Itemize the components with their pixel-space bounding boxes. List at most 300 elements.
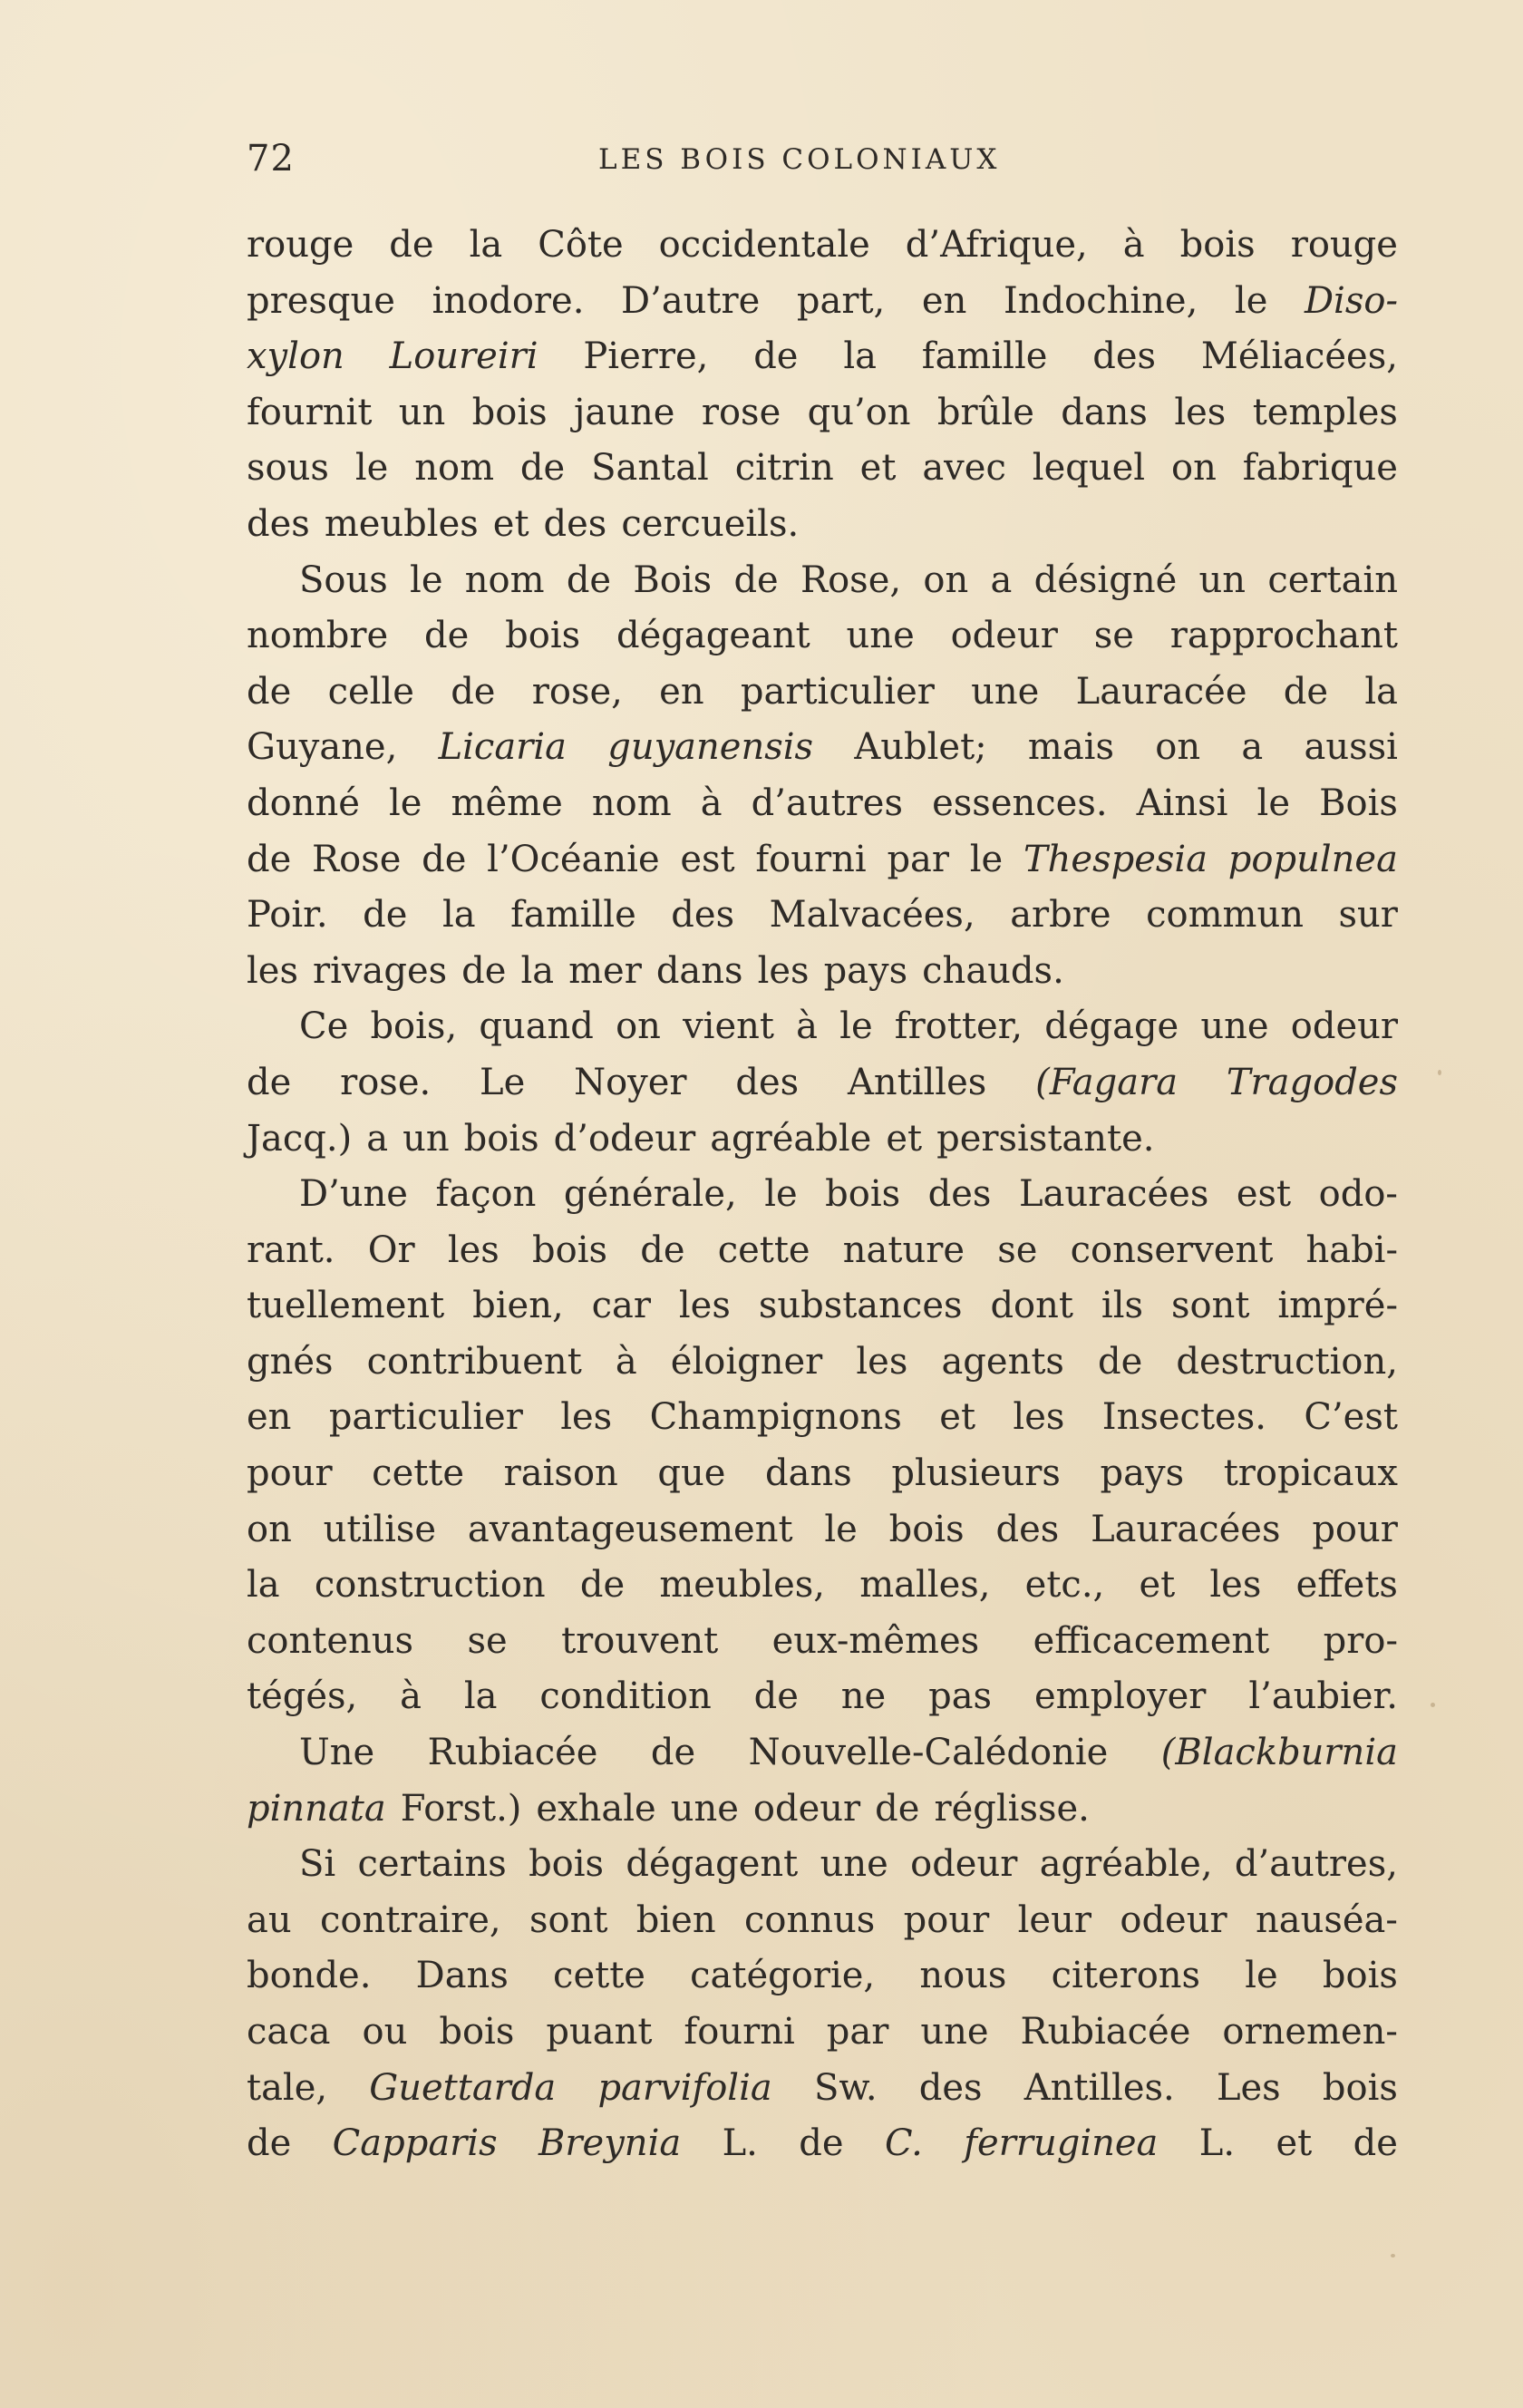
text-line	[247, 1335, 1398, 1391]
word: (Fagara	[1035, 1061, 1179, 1103]
word: bien	[635, 1898, 716, 1941]
word: Côte	[538, 224, 624, 266]
word: des	[995, 1508, 1060, 1550]
word: de	[753, 1675, 799, 1718]
text-line	[247, 1055, 1398, 1112]
text-line	[247, 1948, 1398, 2005]
word: tale,	[247, 2066, 328, 2109]
word: pays	[1100, 1452, 1185, 1495]
word: plusieurs	[891, 1452, 1061, 1495]
word: d’Afrique,	[905, 224, 1088, 266]
word: de	[519, 447, 566, 490]
word: et	[859, 447, 897, 490]
word: odeur	[752, 1787, 861, 1830]
word: famille	[921, 335, 1048, 378]
word: bois	[529, 1843, 605, 1886]
word: trouvent	[561, 1619, 719, 1662]
word: en	[921, 279, 967, 322]
word: nous	[919, 1955, 1007, 1997]
text-line	[247, 776, 1398, 832]
text-line	[247, 218, 1398, 274]
word: de	[875, 1787, 920, 1830]
word: par	[826, 2011, 889, 2053]
word: la	[843, 335, 877, 378]
text-line	[247, 720, 1398, 776]
word: ne	[840, 1675, 887, 1718]
word: Bois	[633, 558, 713, 601]
word: Antilles.	[1023, 2066, 1175, 2109]
text-line	[247, 441, 1398, 497]
word: raison	[503, 1452, 618, 1495]
word: odeur	[1120, 1898, 1227, 1941]
text-line	[247, 1614, 1398, 1670]
word: citerons	[1051, 1955, 1201, 1997]
word: Sw.	[813, 2066, 878, 2109]
word: citrin	[734, 447, 834, 490]
word: même	[451, 782, 563, 824]
word: bois	[1322, 2066, 1398, 2109]
word: rouge	[1290, 224, 1398, 266]
word: un	[1198, 558, 1247, 601]
word: Indochine,	[1003, 279, 1198, 322]
word: le	[410, 558, 443, 601]
word: la	[520, 949, 555, 992]
word: connus	[744, 1898, 876, 1941]
word: avec	[922, 447, 1006, 490]
word: xylon	[247, 335, 344, 378]
running-title: LES BOIS COLONIAUX	[598, 143, 1001, 176]
paper-speck	[1431, 1703, 1435, 1707]
text-line	[247, 944, 1398, 1000]
word: nauséa-	[1255, 1898, 1398, 1941]
word: les	[856, 1340, 908, 1383]
word: on	[923, 558, 969, 601]
word: sous	[247, 447, 329, 490]
word: de	[733, 558, 779, 601]
word: ils	[1101, 1285, 1144, 1327]
word: de	[461, 949, 507, 992]
word: rapprochant	[1169, 615, 1398, 657]
word: Si	[299, 1843, 336, 1886]
word: de	[1283, 670, 1329, 713]
word: Champignons	[649, 1396, 902, 1439]
word: avantageusement	[467, 1508, 793, 1550]
word: rouge	[247, 224, 354, 266]
word: particulier	[740, 670, 935, 713]
word: à	[700, 782, 723, 824]
word: une	[846, 615, 915, 657]
paper-speck	[1391, 2254, 1395, 2258]
word: lequel	[1032, 447, 1146, 490]
word: bois	[825, 1173, 901, 1216]
word: contribuent	[366, 1340, 582, 1383]
word: pour	[903, 1898, 990, 1941]
word: pays	[823, 949, 908, 992]
word: tégés,	[247, 1675, 358, 1718]
word: bois	[1322, 1955, 1398, 1997]
word: guyanensis	[607, 726, 814, 769]
word: en	[659, 670, 704, 713]
word: Malvacées,	[769, 894, 975, 937]
word: de	[389, 224, 434, 266]
word: construction	[314, 1564, 546, 1607]
word: Une	[299, 1732, 375, 1774]
word: d’odeur	[553, 1117, 696, 1160]
word: Or	[367, 1228, 415, 1271]
word: en	[247, 1396, 292, 1439]
text-line	[247, 274, 1398, 330]
word: façon	[435, 1173, 537, 1216]
text-line	[247, 1782, 1398, 1838]
text-line	[247, 1558, 1398, 1614]
word: a	[1241, 726, 1264, 769]
word: de	[247, 670, 292, 713]
word: cette	[372, 1452, 465, 1495]
word: on	[616, 1005, 661, 1048]
word: condition	[539, 1675, 712, 1718]
word: dans	[765, 1452, 852, 1495]
word: un	[398, 391, 446, 433]
word: tropicaux	[1223, 1452, 1398, 1495]
word: donné	[247, 782, 360, 824]
word: et	[1276, 2122, 1313, 2165]
text-line	[247, 2061, 1398, 2117]
word: on	[1171, 447, 1217, 490]
word: Guettarda	[369, 2066, 557, 2109]
word: fournit	[247, 391, 373, 433]
word: par	[887, 838, 950, 880]
word: certains	[357, 1843, 507, 1886]
word: le	[764, 1173, 798, 1216]
word: des	[735, 1061, 800, 1103]
paper-speck	[1438, 1070, 1441, 1075]
word: bois	[439, 2011, 515, 2053]
word: eux-mêmes	[771, 1619, 980, 1662]
word: exhale	[536, 1787, 656, 1830]
word: le	[839, 1005, 873, 1048]
word: bonde.	[247, 1955, 372, 1997]
word: Rubiacée	[427, 1732, 598, 1774]
word: de	[247, 1061, 292, 1103]
word: pas	[928, 1675, 993, 1718]
word: bois	[463, 1117, 539, 1160]
word: pro-	[1323, 1619, 1398, 1662]
word: Thespesia	[1023, 838, 1208, 880]
word: le	[1245, 1955, 1278, 1997]
word: malles,	[859, 1564, 991, 1607]
word: Lauracée	[1075, 670, 1247, 713]
word: utilise	[323, 1508, 437, 1550]
word: part,	[796, 279, 886, 322]
word: des	[918, 2066, 983, 2109]
word: les	[678, 1285, 731, 1327]
word: meubles,	[659, 1564, 826, 1607]
word: des	[543, 502, 607, 545]
word: qu’on	[807, 391, 911, 433]
word: est	[1236, 1173, 1292, 1216]
word: substances	[758, 1285, 963, 1327]
word: à	[796, 1005, 818, 1048]
word: on	[1155, 726, 1201, 769]
word: de	[424, 615, 470, 657]
word: catégorie,	[690, 1955, 876, 1997]
word: cette	[717, 1228, 810, 1271]
word: inodore.	[432, 279, 585, 322]
text-line	[247, 553, 1398, 609]
text-line	[247, 888, 1398, 944]
word: de	[753, 335, 799, 378]
word: agréable,	[1039, 1843, 1213, 1886]
word: Loureiri	[389, 335, 538, 378]
text-line	[247, 1112, 1398, 1168]
word: Dans	[415, 1955, 509, 1997]
word: Capparis	[332, 2122, 498, 2165]
word: presque	[247, 279, 395, 322]
text-line	[247, 2005, 1398, 2061]
word: Tragodes	[1226, 1061, 1398, 1103]
word: le	[354, 447, 389, 490]
word: impré-	[1277, 1285, 1398, 1327]
word: à	[400, 1675, 422, 1718]
word: odo-	[1318, 1173, 1398, 1216]
word: Breynia	[538, 2122, 682, 2165]
word: Ainsi	[1136, 782, 1228, 824]
word: une	[1200, 1005, 1269, 1048]
text-line	[247, 1278, 1398, 1335]
word: particulier	[328, 1396, 523, 1439]
body-text	[247, 218, 1398, 2172]
word: sont	[529, 1898, 608, 1941]
word: C’est	[1304, 1396, 1398, 1439]
word: bois	[888, 1508, 965, 1550]
word: gnés	[247, 1340, 334, 1383]
word: destruction,	[1176, 1340, 1398, 1383]
word: Rose	[312, 838, 402, 880]
word: mer	[568, 949, 642, 992]
word: le	[388, 782, 422, 824]
word: effets	[1295, 1564, 1398, 1607]
word: nom	[414, 447, 494, 490]
word: la	[463, 1675, 498, 1718]
word: Santal	[591, 447, 709, 490]
word: tuellement	[247, 1285, 445, 1327]
word: Poir.	[247, 894, 328, 937]
word: une	[920, 2011, 989, 2053]
text-line	[247, 1167, 1398, 1223]
word: caca	[247, 2011, 331, 2053]
word: contraire,	[319, 1898, 501, 1941]
word: cercueils.	[621, 502, 800, 545]
word: une	[971, 670, 1040, 713]
word: les	[757, 949, 810, 992]
word: habi-	[1305, 1228, 1398, 1271]
word: et	[886, 1117, 923, 1160]
word: efficacement	[1033, 1619, 1270, 1662]
word: des	[247, 502, 310, 545]
paper-speck	[348, 1579, 352, 1583]
word: odeur	[910, 1843, 1018, 1886]
word: pinnata	[247, 1787, 386, 1830]
word: agréable	[710, 1117, 872, 1160]
word: aussi	[1304, 726, 1398, 769]
word: nom	[591, 782, 672, 824]
word: employer	[1033, 1675, 1207, 1718]
word: Aublet;	[854, 726, 987, 769]
word: Pierre,	[583, 335, 709, 378]
word: sont	[1170, 1285, 1250, 1327]
word: Noyer	[574, 1061, 687, 1103]
word: le	[1234, 279, 1268, 322]
word: de	[1353, 2122, 1398, 2165]
text-line	[247, 665, 1398, 721]
word: rivages	[313, 949, 448, 992]
word: de	[579, 1564, 626, 1607]
word: Antilles	[848, 1061, 987, 1103]
word: bois	[1179, 224, 1256, 266]
word: le	[969, 838, 1004, 880]
word: Lauracées	[1091, 1508, 1281, 1550]
word: populnea	[1227, 838, 1398, 880]
text-line	[247, 1725, 1398, 1782]
word: (Blackburnia	[1160, 1732, 1398, 1774]
word: on	[247, 1508, 292, 1550]
word: de	[640, 1228, 685, 1271]
text-line	[247, 385, 1398, 442]
word: frotter,	[894, 1005, 1023, 1048]
word: D’autre	[621, 279, 761, 322]
word: et	[1139, 1564, 1176, 1607]
word: contenus	[247, 1619, 414, 1662]
word: conservent	[1070, 1228, 1274, 1271]
word: arbre	[1010, 894, 1111, 937]
word: bois,	[370, 1005, 458, 1048]
word: Le	[480, 1061, 526, 1103]
word: bois	[471, 391, 548, 433]
word: nature	[842, 1228, 965, 1271]
word: ferruginea	[964, 2122, 1159, 2165]
word: à	[1122, 224, 1145, 266]
word: C.	[884, 2122, 923, 2165]
word: un	[403, 1117, 450, 1160]
word: et	[939, 1396, 976, 1439]
word: Diso-	[1304, 279, 1398, 322]
text-line	[247, 329, 1398, 385]
word: bois	[532, 1228, 608, 1271]
word: fabrique	[1242, 447, 1398, 490]
word: commun	[1146, 894, 1304, 937]
text-line	[247, 999, 1398, 1055]
word: de	[799, 2122, 844, 2165]
word: de	[650, 1732, 696, 1774]
word: désigné	[1033, 558, 1178, 601]
word: Bois	[1319, 782, 1398, 824]
word: de	[247, 2122, 292, 2165]
word: et	[492, 502, 529, 545]
word: cette	[553, 1955, 645, 1997]
word: générale,	[563, 1173, 737, 1216]
page-number: 72	[247, 138, 295, 180]
word: la	[469, 224, 503, 266]
text-line	[247, 1446, 1398, 1502]
running-header	[247, 138, 1407, 192]
word: les	[247, 949, 298, 992]
word: puant	[546, 2011, 653, 2053]
word: odeur	[950, 615, 1058, 657]
word: le	[1256, 782, 1290, 824]
word: l’aubier.	[1248, 1675, 1398, 1718]
word: persistante.	[936, 1117, 1155, 1160]
word: temples	[1252, 391, 1398, 433]
text-line	[247, 2116, 1398, 2172]
word: a	[366, 1117, 389, 1160]
word: agents	[941, 1340, 1064, 1383]
word: au	[247, 1898, 292, 1941]
word: essences.	[932, 782, 1108, 824]
word: dégageant	[616, 615, 810, 657]
word: Les	[1216, 2066, 1281, 2109]
word: la	[247, 1564, 280, 1607]
word: Méliacées,	[1200, 335, 1398, 378]
word: Ce	[299, 1005, 349, 1048]
word: Guyane,	[247, 726, 398, 769]
word: etc.,	[1024, 1564, 1105, 1607]
word: que	[657, 1452, 726, 1495]
word: Jacq.)	[247, 1117, 353, 1160]
word: nombre	[247, 615, 389, 657]
word: pour	[247, 1452, 333, 1495]
word: bien,	[472, 1285, 564, 1327]
word: éloigner	[670, 1340, 823, 1383]
word: se	[997, 1228, 1038, 1271]
word: nom	[464, 558, 545, 601]
text-line	[247, 1893, 1398, 1949]
word: D’une	[299, 1173, 408, 1216]
word: odeur	[1290, 1005, 1398, 1048]
word: de	[1098, 1340, 1143, 1383]
word: ornemen-	[1222, 2011, 1398, 2053]
word: les	[1174, 391, 1227, 433]
word: Forst.)	[400, 1787, 522, 1830]
word: occidentale	[658, 224, 870, 266]
word: des	[927, 1173, 992, 1216]
word: famille	[510, 894, 636, 937]
word: pour	[1312, 1508, 1398, 1550]
word: une	[670, 1787, 739, 1830]
word: à	[615, 1340, 637, 1383]
word: bois	[505, 615, 581, 657]
word: des	[1092, 335, 1157, 378]
word: mais	[1027, 726, 1114, 769]
word: se	[1093, 615, 1134, 657]
word: la	[1364, 670, 1398, 713]
text-line	[247, 497, 1398, 553]
word: d’autres	[751, 782, 903, 824]
word: l’Océanie	[487, 838, 660, 880]
word: a	[990, 558, 1013, 601]
word: le	[824, 1508, 858, 1550]
text-line	[247, 1390, 1398, 1446]
text-line	[247, 832, 1398, 888]
word: leur	[1017, 1898, 1091, 1941]
word: celle	[327, 670, 414, 713]
word: fourni	[684, 2011, 795, 2053]
word: est	[680, 838, 735, 880]
word: de	[363, 894, 408, 937]
word: L.	[722, 2122, 758, 2165]
word: Rubiacée	[1020, 2011, 1191, 2053]
word: rant.	[247, 1228, 335, 1271]
word: rose	[701, 391, 781, 433]
